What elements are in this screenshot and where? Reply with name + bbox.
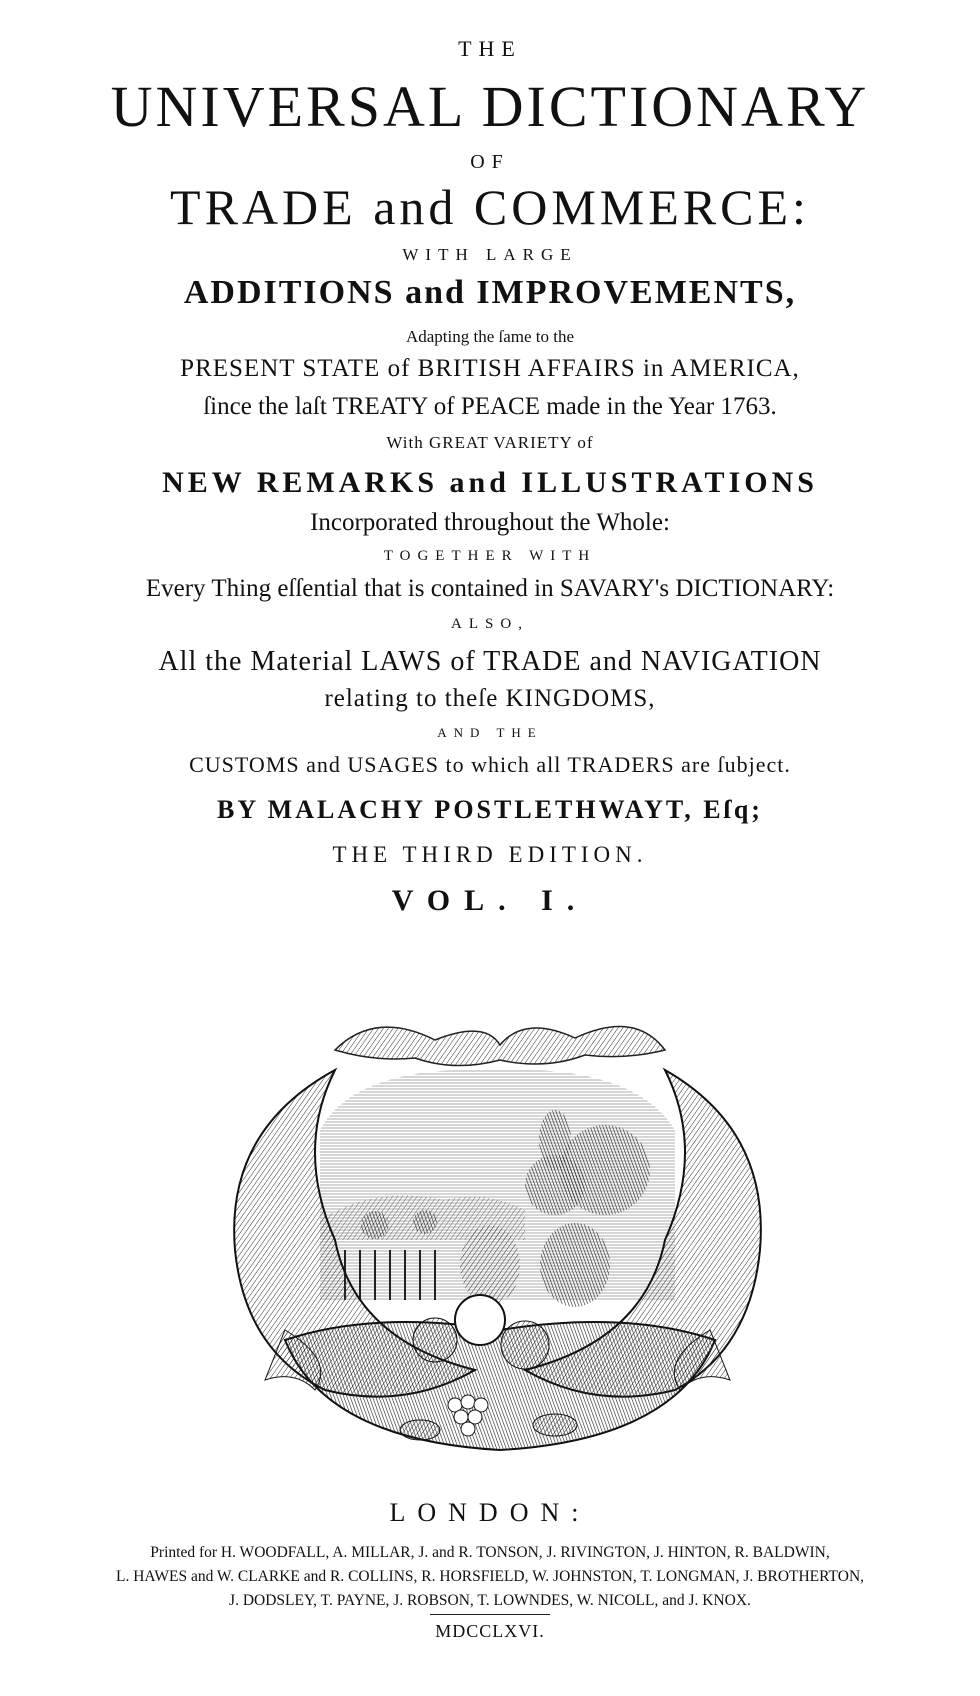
cornucopia-engraving-icon	[225, 1010, 770, 1490]
together-with-line: TOGETHER WITH	[383, 548, 597, 564]
main-title-line-2: TRADE and COMMERCE:	[170, 179, 810, 235]
relating-line: relating to theſe KINGDOMS,	[324, 685, 656, 712]
incorporated-line: Incorporated throughout the Whole:	[310, 509, 670, 536]
material-laws-line: All the Material LAWS of TRADE and NAVIGATION	[158, 646, 822, 677]
customs-line: CUSTOMS and USAGES to which all TRADERS are ſubject.	[189, 752, 791, 777]
since-treaty-line: ſince the laſt TREATY of PEACE made in the Year 1763.	[203, 393, 777, 420]
imprint-rule	[430, 1614, 550, 1615]
imprint-printers-3: J. DODSLEY, T. PAYNE, J. ROBSON, T. LOWNDES, W. NICOLL, and J. KNOX.	[229, 1592, 751, 1609]
imprint-printers-2: L. HAWES and W. CLARKE and R. COLLINS, R. HORSFIELD, W. JOHNSTON, T. LONGMAN, J. BROTHERTON,	[115, 1568, 865, 1585]
with-large-line: WITH LARGE	[402, 245, 578, 264]
present-state-line: PRESENT STATE of BRITISH AFFAIRS in AMERICA,	[180, 355, 800, 382]
new-remarks-line: NEW REMARKS and ILLUSTRATIONS	[162, 466, 818, 499]
volume-line: VOL. I.	[391, 884, 589, 917]
the-line: THE	[458, 36, 522, 61]
author-line: BY MALACHY POSTLETHWAYT, Eſq;	[217, 795, 763, 824]
imprint-year: MDCCLXVI.	[435, 1621, 545, 1641]
edition-line: THE THIRD EDITION.	[332, 842, 648, 867]
adapting-line: Adapting the ſame to the	[405, 327, 575, 346]
with-variety-line: With GREAT VARIETY of	[386, 433, 594, 452]
additions-line: ADDITIONS and IMPROVEMENTS,	[183, 274, 797, 311]
also-line: ALSO,	[451, 616, 529, 632]
imprint-place: LONDON:	[389, 1498, 591, 1527]
imprint-printers-1: Printed for H. WOODFALL, A. MILLAR, J. and R. TONSON, J. RIVINGTON, J. HINTON, R. BALDWIN,	[150, 1544, 830, 1561]
and-the-line: AND THE	[437, 725, 543, 740]
every-thing-line: Every Thing eſſential that is contained in SAVARY's DICTIONARY:	[145, 575, 835, 602]
of-line: OF	[470, 151, 510, 173]
main-title-line-1: UNIVERSAL DICTIONARY	[110, 74, 870, 139]
